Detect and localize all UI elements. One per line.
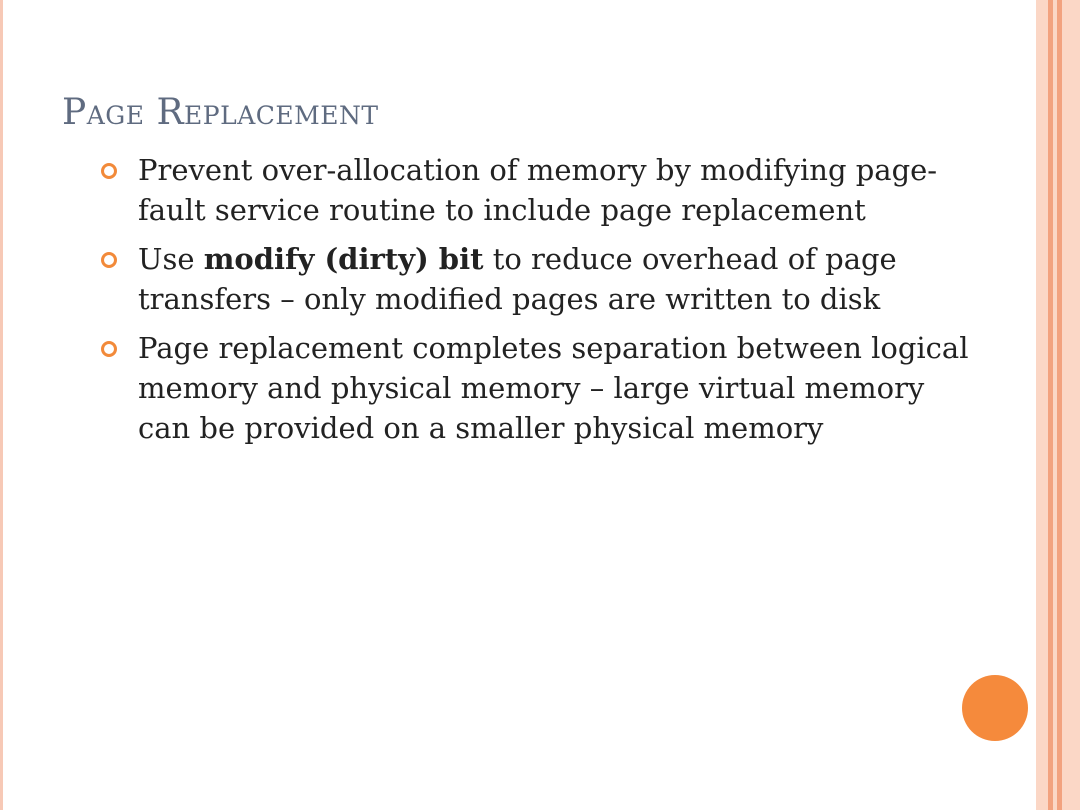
bullet-text-3: Page replacement completes separation between logical memory and physical memory – large virtual memory can be provided on a smaller physical memory [138, 331, 969, 445]
stripe-light-3 [1062, 0, 1080, 810]
right-stripe-decoration [1036, 0, 1080, 810]
left-border-decoration [0, 0, 3, 810]
bullet-item-2 [101, 239, 981, 319]
bullet-list [101, 150, 981, 457]
hollow-circle-bullet-icon [101, 341, 117, 357]
bullet-item-1 [101, 150, 981, 230]
hollow-circle-bullet-icon [101, 163, 117, 179]
bullet-item-3 [101, 328, 981, 448]
orange-circle-icon [962, 675, 1028, 741]
bullet-text-2-post: to reduce overhead of page transfers – only modified pages are written to disk [138, 242, 897, 316]
bullet-text-2-bold: modify (dirty) bit [203, 242, 484, 276]
bullet-text-1: Prevent over-allocation of memory by modifying page-fault service routine to include page replacement [138, 153, 938, 227]
hollow-circle-bullet-icon [101, 252, 117, 268]
slide-title: Page Replacement [62, 92, 379, 133]
bullet-text-2-pre: Use [138, 242, 204, 276]
stripe-light-1 [1036, 0, 1048, 810]
